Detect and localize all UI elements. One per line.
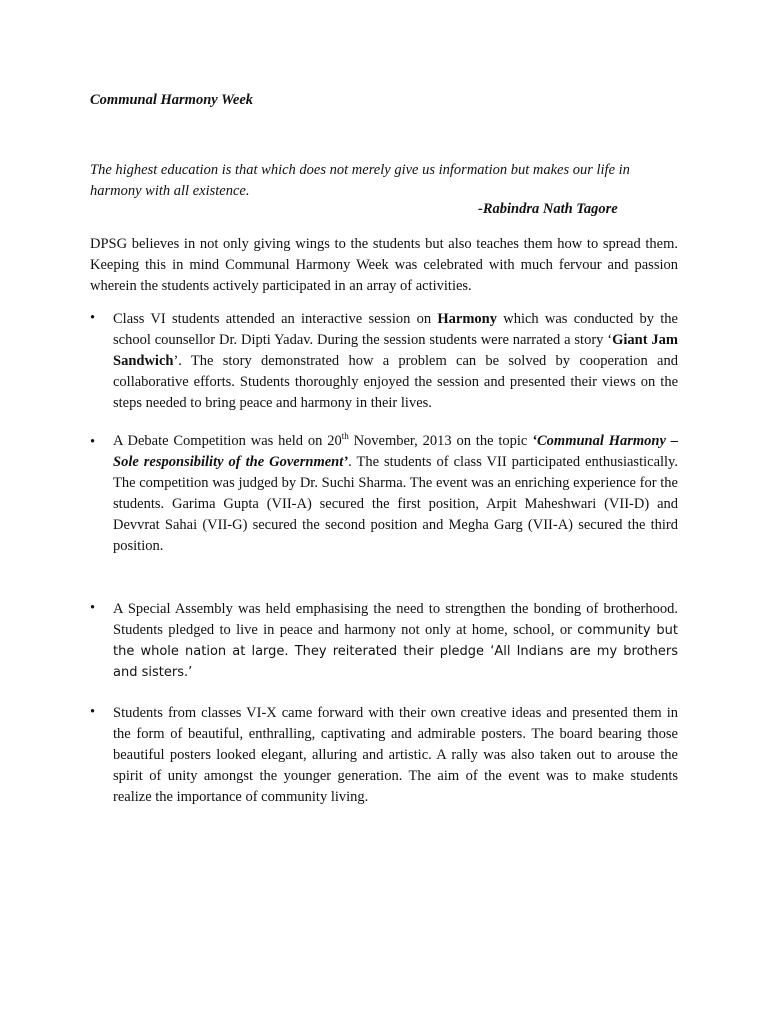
item-text: November, 2013 on the topic (348, 433, 533, 449)
bullet-marker: • (90, 434, 96, 450)
quote-attribution: -Rabindra Nath Tagore (478, 201, 618, 217)
intro-paragraph: DPSG believes in not only giving wings to the students but also teaches them how to spread them. Keeping this in mind Communal Harmony Week was celebrated with much fervour and passion wherein the students actively participated in an array of activities. (90, 236, 678, 294)
bullet-marker: • (90, 310, 96, 326)
list-item-debate (113, 431, 678, 557)
item-bold-text: Giant Jam Sandwich (113, 332, 679, 369)
bullet-marker: • (90, 600, 96, 616)
list-item-posters (113, 703, 678, 808)
item-text: community but the whole nation at large. They reiterated their pledge ‘All Indians are my brothers and sisters.’ (113, 623, 679, 680)
superscript: th (341, 431, 349, 442)
debate-topic: ‘Communal Harmony – Sole responsibility of the Government’ (113, 433, 678, 470)
list-item-assembly (113, 599, 678, 683)
page-title: Communal Harmony Week (90, 92, 254, 108)
item-text: Class VI students attended an interactive session on (113, 311, 438, 327)
item-text: A Debate Competition was held on 20 (113, 433, 342, 449)
list-item-harmony-session (113, 309, 678, 414)
item-text: which was conducted by the school counsellor Dr. Dipti Yadav. During the session students were narrated a story ‘ (113, 311, 678, 348)
bullet-marker: • (90, 704, 96, 720)
item-text: Students from classes VI-X came forward with their own creative ideas and presented them in the form of beautiful, enthralling, captivating and admirable posters. The board bearing those beautiful posters looked elegant, alluring and artistic. A rally was also taken out to arouse the spirit of unity amongst the younger generation. The aim of the event was to make students realize the importance of community living. (113, 705, 678, 805)
item-text: ’. The story demonstrated how a problem can be solved by cooperation and collaborative efforts. Students thoroughly enjoyed the session and presented their views on the steps needed to bring peace and harmony in their lives. (113, 353, 678, 411)
quote-text: The highest education is that which does not merely give us information but makes our life in harmony with all existence. (90, 162, 630, 199)
item-text: . The students of class VII participated enthusiastically. The competition was judged by Dr. Suchi Sharma. The event was an enriching experience for the students. Garima Gupta (VII-A) secured the first position, Arpit Maheshwari (VII-D) and Devvrat Sahai (VII-G) secured the second position and Megha Garg (VII-A) secured the third position. (113, 454, 678, 554)
item-text: A Special Assembly was held emphasising the need to strengthen the bonding of brotherhood. Students pledged to live in peace and harmony not only at home, school, or (113, 601, 678, 638)
item-bold-text: Harmony (437, 311, 497, 327)
